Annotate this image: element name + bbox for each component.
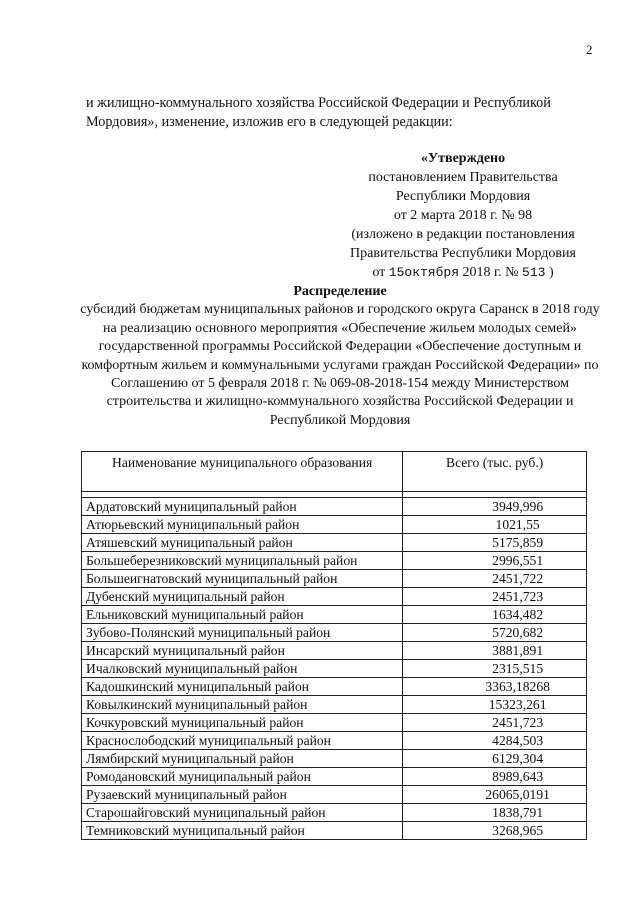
table-row [82, 768, 587, 786]
approval-line: Республики Мордовия [395, 189, 531, 204]
district-name-cell: Ковылкинский муниципальный район [82, 696, 403, 714]
table-row [82, 678, 587, 696]
column-header-total: Всего (тыс. руб.) [403, 452, 587, 492]
table-row [82, 786, 587, 804]
district-name-cell: Большеигнатовский муниципальный район [82, 570, 403, 588]
district-total-cell: 5720,682 [403, 624, 587, 642]
table-row [82, 516, 587, 534]
district-name-cell: Инсарский муниципальный район [82, 642, 403, 660]
distribution-description: субсидий бюджетам муниципальных районов и городского округа Саранск в 2018 году на реализацию основного мероприятия «Обеспечение жильем молодых семей» государственной программы Российской Федерации «Обеспечение доступным и комфортным жильем и коммунальными услугами граждан Российской Федерации» по Соглашению от 5 февраля 2018 г. № 069-08-2018-154 между Министерством строительства и жилищно-коммунального хозяйства Российской Федерации и Республикой Мордовия [80, 302, 600, 428]
revision-prefix: от [372, 265, 389, 280]
approval-title: «Утверждено [420, 151, 506, 166]
district-name-cell: Рузаевский муниципальный район [82, 786, 403, 804]
table-body [82, 492, 587, 840]
table-row [82, 696, 587, 714]
table-row [82, 750, 587, 768]
district-total-cell: 2451,723 [403, 714, 587, 732]
district-name-cell: Кочкуровский муниципальный район [82, 714, 403, 732]
approval-line: (изложено в редакции постановления [351, 227, 575, 242]
district-total-cell: 6129,304 [403, 750, 587, 768]
table-row [82, 732, 587, 750]
district-name-cell: Дубенский муниципальный район [82, 588, 403, 606]
subsidy-table [81, 451, 587, 840]
district-total-cell: 1634,482 [403, 606, 587, 624]
district-name-cell: Старошайговский муниципальный район [82, 804, 403, 822]
district-total-cell: 15323,261 [403, 696, 587, 714]
table-row [82, 498, 587, 516]
approval-line: Правительства Республики Мордовия [350, 246, 576, 261]
district-total-cell: 2996,551 [403, 552, 587, 570]
district-total-cell: 2451,722 [403, 570, 587, 588]
column-header-name: Наименование муниципального образования [82, 452, 403, 492]
table-row [82, 714, 587, 732]
district-name-cell: Лямбирский муниципальный район [82, 750, 403, 768]
district-total-cell: 8989,643 [403, 768, 587, 786]
district-total-cell: 3268,965 [403, 822, 587, 840]
table-row [82, 624, 587, 642]
district-total-cell: 1838,791 [403, 804, 587, 822]
revision-suffix: ) [545, 265, 554, 280]
district-name-cell: Ардатовский муниципальный район [82, 498, 403, 516]
district-total-cell: 3363,18268 [403, 678, 587, 696]
approval-line: от 2 марта 2018 г. № 98 [393, 208, 533, 223]
table-header-row [82, 452, 587, 492]
table-row [82, 660, 587, 678]
district-name-cell: Зубово-Полянский муниципальный район [82, 624, 403, 642]
distribution-block [80, 283, 600, 430]
district-total-cell: 2451,723 [403, 588, 587, 606]
approval-line: постановлением Правительства [368, 170, 558, 185]
approval-block [332, 149, 594, 282]
distribution-heading: Распределение [293, 284, 387, 299]
district-name-cell: Темниковский муниципальный район [82, 822, 403, 840]
district-name-cell: Большеберезниковский муниципальный район [82, 552, 403, 570]
revision-year: 2018 г. № [459, 265, 523, 280]
district-name-cell: Атяшевский муниципальный район [82, 534, 403, 552]
district-name-cell: Кадошкинский муниципальный район [82, 678, 403, 696]
district-name-cell: Ельниковский муниципальный район [82, 606, 403, 624]
district-name-cell: Атюрьевский муниципальный район [82, 516, 403, 534]
district-total-cell: 3881,891 [403, 642, 587, 660]
district-total-cell: 4284,503 [403, 732, 587, 750]
table-row [82, 822, 587, 840]
district-name-cell: Краснослободский муниципальный район [82, 732, 403, 750]
table-row [82, 570, 587, 588]
district-total-cell: 26065,0191 [403, 786, 587, 804]
approval-line-revision [332, 263, 594, 282]
table-row [82, 642, 587, 660]
table-row [82, 534, 587, 552]
district-total-cell: 3949,996 [403, 498, 587, 516]
district-total-cell: 2315,515 [403, 660, 587, 678]
intro-paragraph: и жилищно-коммунального хозяйства Российской Федерации и Республикой Мордовия», изменение, изложив его в следующей редакции: [86, 95, 551, 130]
table-row [82, 588, 587, 606]
district-name-cell: Ичалковский муниципальный район [82, 660, 403, 678]
district-total-cell: 1021,55 [403, 516, 587, 534]
district-total-cell: 5175,859 [403, 534, 587, 552]
table-row [82, 552, 587, 570]
revision-date: 15октября [388, 265, 460, 280]
district-name-cell: Ромодановский муниципальный район [82, 768, 403, 786]
page-number: 2 [586, 42, 593, 57]
revision-number: 513 [522, 265, 546, 280]
table-row [82, 804, 587, 822]
table-row [82, 606, 587, 624]
